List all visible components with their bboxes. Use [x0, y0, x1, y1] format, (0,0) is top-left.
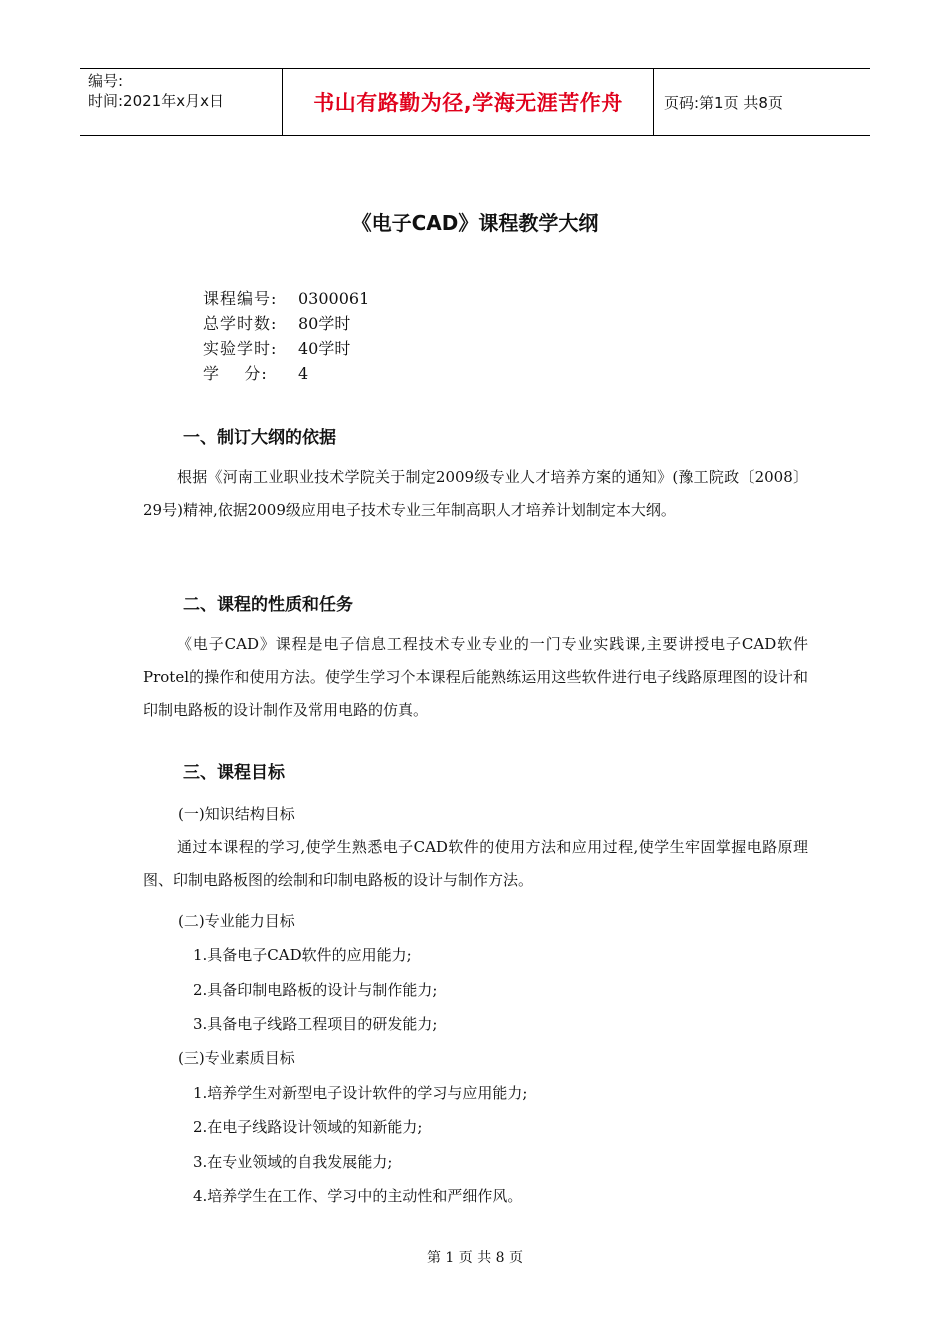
- list-item: 3.在专业领域的自我发展能力;: [193, 1153, 393, 1171]
- course-info-value: 80学时: [298, 314, 351, 333]
- list-item: 3.具备电子线路工程项目的研发能力;: [193, 1015, 438, 1033]
- list-item: 2.在电子线路设计领域的知新能力;: [193, 1118, 423, 1136]
- course-info-row: [203, 311, 369, 336]
- course-info-value: 40学时: [298, 339, 351, 358]
- header-page-info: 页码:第1页 共8页: [664, 93, 783, 112]
- list-item: 2.具备印制电路板的设计与制作能力;: [193, 981, 438, 999]
- section-heading-goals: 三、课程目标: [183, 763, 285, 783]
- header-motto: 书山有路勤为径,学海无涯苦作舟: [282, 69, 654, 135]
- list-item: 1.具备电子CAD软件的应用能力;: [193, 946, 412, 964]
- section-heading-basis: 一、制订大纲的依据: [183, 428, 336, 448]
- course-info-row: [203, 361, 369, 386]
- document-number-label: 编号:: [88, 72, 124, 90]
- section-paragraph-basis: 根据《河南工业职业技术学院关于制定2009级专业人才培养方案的通知》(豫工院政〔2008〕29号)精神,依据2009级应用电子技术专业三年制高职人才培养计划制定本大纲。: [143, 468, 808, 519]
- course-info-value: 0300061: [298, 289, 370, 308]
- page-header: [80, 68, 870, 136]
- list-item: 1.培养学生对新型电子设计软件的学习与应用能力;: [193, 1084, 528, 1102]
- document-time: 时间:2021年x月x日: [88, 92, 224, 110]
- course-info-value: 4: [298, 364, 309, 383]
- document-title: 《电子CAD》课程教学大纲: [351, 211, 599, 235]
- course-info-label: 学 分:: [203, 364, 268, 383]
- subheading-ability: (二)专业能力目标: [178, 912, 295, 930]
- paragraph-knowledge: 通过本课程的学习,使学生熟悉电子CAD软件的使用方法和应用过程,使学生牢固掌握电路原理图、印制电路板图的绘制和印制电路板的设计与制作方法。: [143, 838, 808, 889]
- section-paragraph-nature: 《电子CAD》课程是电子信息工程技术专业专业的一门专业实践课,主要讲授电子CAD软件Protel的操作和使用方法。使学生学习个本课程后能熟练运用这些软件进行电子线路原理图的设计和印制电路板的设计制作及常用电路的仿真。: [143, 635, 808, 719]
- subheading-knowledge: (一)知识结构目标: [178, 805, 295, 823]
- course-info-row: [203, 336, 369, 361]
- course-info-label: 课程编号:: [203, 289, 278, 308]
- course-info-label: 总学时数:: [203, 314, 278, 333]
- course-info: [203, 286, 369, 386]
- subheading-quality: (三)专业素质目标: [178, 1049, 295, 1067]
- section-heading-nature: 二、课程的性质和任务: [183, 595, 353, 615]
- page-footer: 第 1 页 共 8 页: [426, 1250, 524, 1266]
- list-item: 4.培养学生在工作、学习中的主动性和严细作风。: [193, 1187, 523, 1205]
- course-info-row: [203, 286, 369, 311]
- course-info-label: 实验学时:: [203, 339, 278, 358]
- header-meta: [80, 69, 282, 135]
